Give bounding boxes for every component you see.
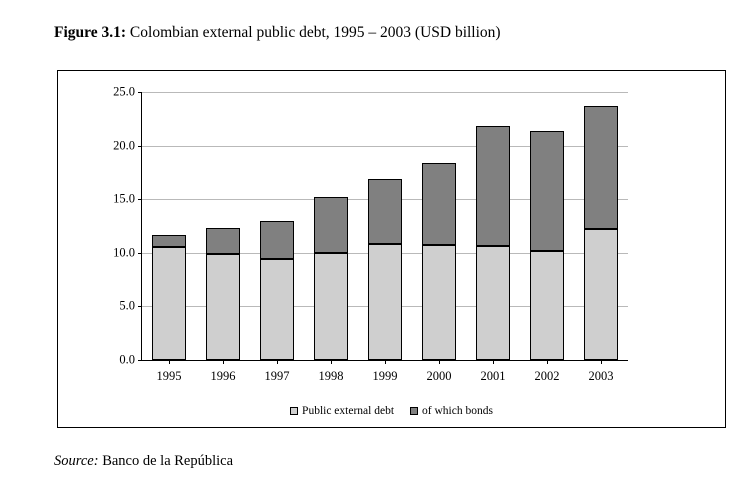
chart-figure	[57, 70, 726, 428]
bar-segment	[368, 244, 402, 360]
figure-caption-text: Colombian external public debt, 1995 – 2003 (USD billion)	[126, 24, 501, 41]
bar-group	[584, 92, 618, 360]
x-axis-tick-label: 1999	[372, 369, 398, 383]
x-axis-tick-label: 2000	[426, 369, 452, 383]
x-axis-tick-label: 1995	[156, 369, 182, 383]
y-axis-tick-mark	[138, 306, 142, 307]
bar-segment	[530, 251, 564, 360]
y-axis-tick-mark	[138, 360, 142, 361]
legend-item-public-external-debt	[290, 405, 394, 417]
y-axis-tick-mark	[138, 199, 142, 200]
y-axis-tick-label: 25.0	[113, 84, 135, 99]
bar-group	[368, 92, 402, 360]
bar-segment	[260, 221, 294, 260]
x-axis-tick-label: 1998	[318, 369, 344, 383]
bar-group	[152, 92, 186, 360]
bar-segment	[314, 253, 348, 360]
plot-area	[113, 84, 628, 383]
bar-group	[314, 92, 348, 360]
y-axis-tick-label: 5.0	[119, 298, 135, 313]
bar-group	[530, 92, 564, 360]
x-axis-tick-mark	[277, 360, 278, 364]
legend-swatch-icon	[290, 407, 298, 415]
legend-swatch-icon	[410, 407, 418, 415]
source-label: Source:	[54, 453, 99, 469]
bar-segment	[584, 229, 618, 360]
y-axis-tick-label: 10.0	[113, 245, 135, 260]
bar-segment	[422, 245, 456, 360]
x-axis-tick-mark	[493, 360, 494, 364]
y-axis-tick-label: 20.0	[113, 138, 135, 153]
bar-segment	[314, 197, 348, 253]
x-axis-tick-mark	[547, 360, 548, 364]
y-axis-tick-mark	[138, 92, 142, 93]
x-axis-tick-label: 2003	[588, 369, 614, 383]
bar-segment	[368, 179, 402, 244]
y-axis-tick-mark	[138, 253, 142, 254]
x-axis-tick-mark	[223, 360, 224, 364]
chart-legend	[58, 405, 725, 417]
bar-group	[206, 92, 240, 360]
bar-segment	[530, 131, 564, 251]
x-axis-tick-label: 1997	[264, 369, 290, 383]
bar-segment	[476, 246, 510, 360]
legend-item-of-which-bonds	[410, 405, 493, 417]
bar-group	[476, 92, 510, 360]
legend-label: Public external debt	[302, 405, 395, 417]
bar-segment	[476, 126, 510, 246]
x-axis-tick-mark	[169, 360, 170, 364]
figure-caption	[54, 24, 501, 42]
bar-segment	[206, 254, 240, 360]
source-text: Banco de la República	[98, 453, 234, 469]
bar-group	[422, 92, 456, 360]
bar-segment	[206, 228, 240, 254]
bar-segment	[260, 259, 294, 360]
x-axis-tick-label: 2002	[534, 369, 560, 383]
x-axis-tick-label: 1996	[210, 369, 236, 383]
bar-segment	[422, 163, 456, 246]
bar-group	[260, 92, 294, 360]
x-axis-tick-mark	[385, 360, 386, 364]
bar-segment	[584, 106, 618, 229]
figure-caption-label: Figure 3.1:	[54, 24, 127, 41]
y-axis-tick-mark	[138, 146, 142, 147]
y-axis-tick-label: 15.0	[113, 191, 135, 206]
source-note	[54, 453, 233, 470]
bar-segment	[152, 247, 186, 360]
x-axis-tick-mark	[439, 360, 440, 364]
legend-label: of which bonds	[422, 405, 493, 417]
x-axis-tick-label: 2001	[480, 369, 506, 383]
x-axis-tick-mark	[331, 360, 332, 364]
y-axis-tick-label: 0.0	[119, 352, 135, 367]
bar-segment	[152, 235, 186, 248]
x-axis-tick-mark	[601, 360, 602, 364]
